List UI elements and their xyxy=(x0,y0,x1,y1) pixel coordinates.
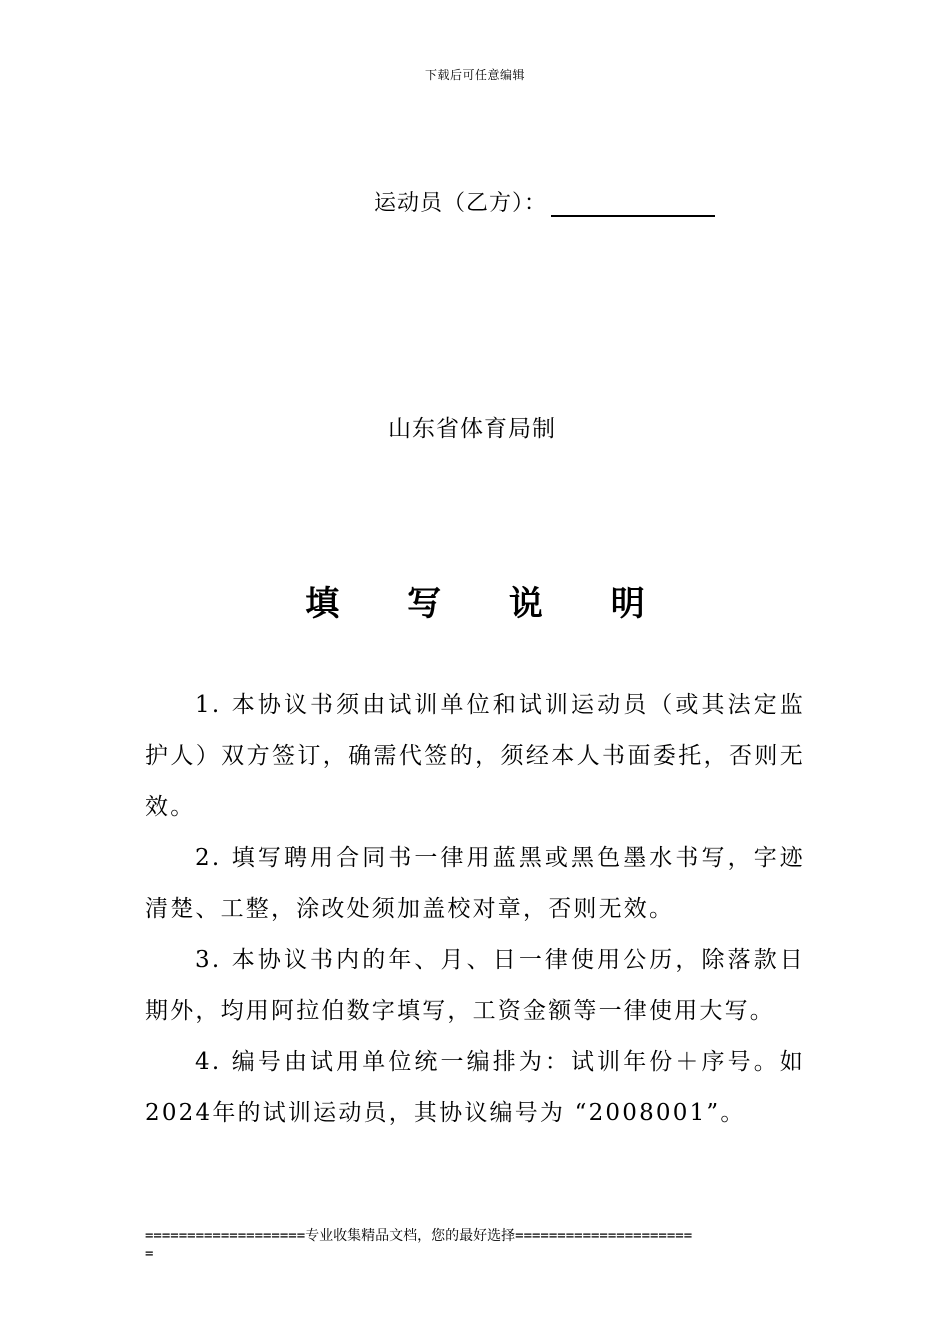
party-b-blank xyxy=(551,191,715,217)
party-b-signature-line xyxy=(374,186,715,217)
party-b-label: 运动员（乙方）： xyxy=(374,191,548,216)
issuer: 山东省体育局制 xyxy=(388,416,556,442)
instruction-item: 3. 本协议书内的年、月、日一律使用公历，除落款日期外，均用阿拉伯数字填写，工资金额等一律使用大写。 xyxy=(145,947,805,1024)
page-title: 填 写 说 明 xyxy=(305,584,673,624)
footer-banner: ===================专业收集精品文档，您的最好选择===================== xyxy=(145,1228,693,1244)
footer-tail: = xyxy=(145,1246,154,1262)
header-note: 下载后可任意编辑 xyxy=(424,68,525,82)
instruction-item: 1. 本协议书须由试训单位和试训运动员（或其法定监护人）双方签订，确需代签的，须经本人书面委托，否则无效。 xyxy=(145,692,805,820)
instruction-item: 2. 填写聘用合同书一律用蓝黑或黑色墨水书写，字迹清楚、工整，涂改处须加盖校对章，否则无效。 xyxy=(145,845,805,922)
instructions-list xyxy=(145,680,805,1139)
instruction-item: 4. 编号由试用单位统一编排为：试训年份＋序号。如2024年的试训运动员，其协议编号为 “2008001”。 xyxy=(145,1049,805,1126)
